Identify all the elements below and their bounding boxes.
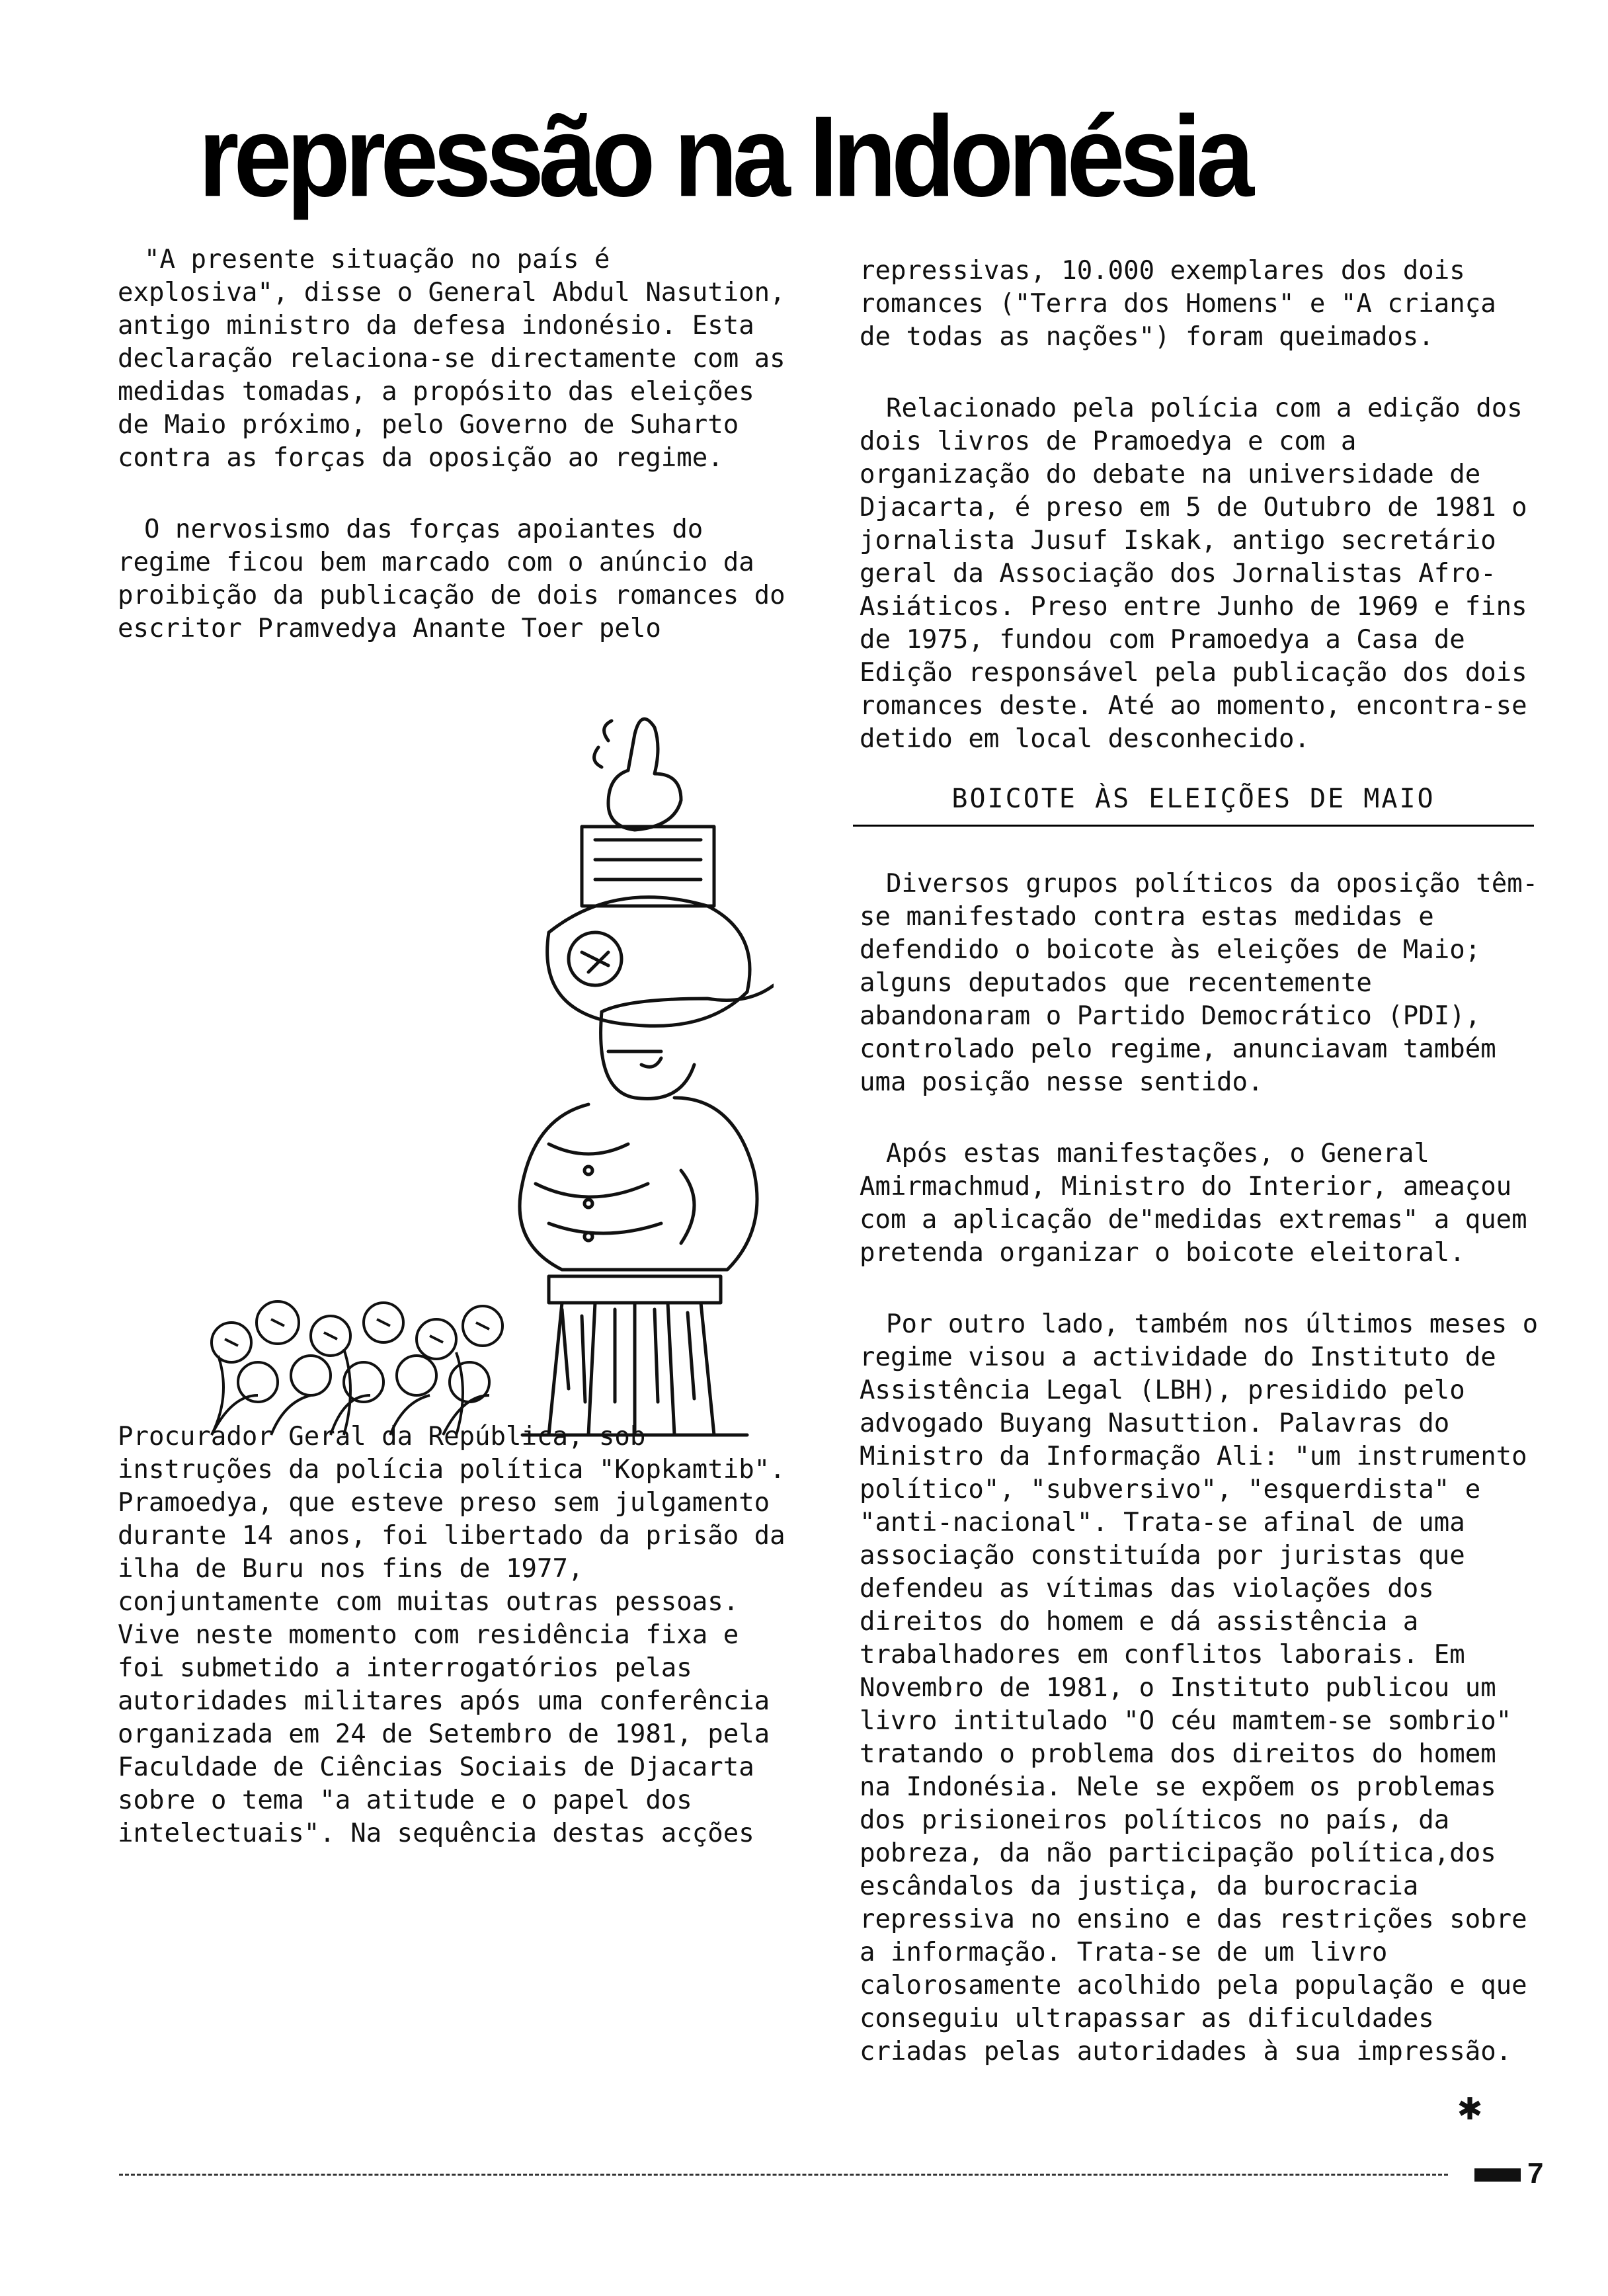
paragraph: Relacionado pela polícia com a edição dos dois livros de Pramoedya e com a organização do debate na universidade de Djacarta, é preso em 5 de Outubro de 1981 o jornalista Jusuf Iskak, antigo secretário geral da Associação dos Jornalistas Afro-Asiáticos. Preso entre Junho de 1969 e fins de 1975, fundou com Pramoedya a Casa de Edição responsável pela publicação dos dois romances deste. Até ao momento, encontra-se detido em local desconhecido. [860,393,1543,754]
paragraph: Diversos grupos políticos da oposição têm-se manifestado contra estas medidas e defendido o boicote às eleições de Maio; alguns deputados que recentemente abandonaram o Partido Democrático (PDI), controlado pelo regime, anunciavam também uma posição nesse sentido. [860,869,1539,1097]
section-heading: BOICOTE ÀS ELEIÇÕES DE MAIO [853,784,1534,827]
paragraph: Após estas manifestações, o General Amirmachmud, Ministro do Interior, ameaçou com a aplicação de"medidas extremas" a quem pretenda organizar o boicote eleitoral. [860,1139,1543,1268]
footer-rule [119,2174,1448,2176]
column-left-bottom [118,1420,801,1889]
paragraph: repressivas, 10.000 exemplares dos dois romances ("Terra dos Homens" e "A criança de todas as nações") foram queimados. [860,256,1512,352]
page-number-value: 7 [1527,2157,1544,2190]
end-mark-icon: ✱ [1458,2083,1482,2129]
column-right-top [860,255,1541,794]
paragraph: Por outro lado, também nos últimos meses o regime visou a actividade do Instituto de Assistência Legal (LBH), presidido pelo advogado Buyang Nasuttion. Palavras do Ministro da Informação Ali: "um instrumento político", "subversivo", "esquerdista" e "anti-nacional". Trata-se afinal de uma associação constituída por juristas que defendeu as vítimas das violações dos direitos do homem e dá assistência a trabalhadores em conflitos laborais. Em Novembro de 1981, o Instituto publicou um livro intitulado "O céu mamtem-se sombrio" tratando o problema dos direitos do homem na Indonésia. Nele se expõem os problemas dos prisioneiros políticos no país, da pobreza, da não participação política,dos escândalos da justiça, da burocracia repressiva no ensino e das restrições sobre a informação. Trata-se de um livro calorosamente acolhido pela população e que conseguiu ultrapassar as dificuldades criadas pelas autoridades à sua impressão. [860,1309,1554,2067]
publication-mark-icon [1474,2168,1521,2182]
paragraph: Procurador Geral da República, sob instruções da polícia política "Kopkamtib". Pramoedya, que esteve preso sem julgamento durante 14 anos, foi libertado da prisão da ilha de Buru nos fins de 1977, conjuntamente com muitas outras pessoas. Vive neste momento com residência fixa e foi submetido a interrogatórios pelas autoridades militares após uma conferência organizada em 24 de Setembro de 1981, pela Faculdade de Ciências Sociais de Djacarta sobre o tema "a atitude e o papel dos intelectuais". Na sequência destas acções [118,1422,801,1848]
paragraph: "A presente situação no país é explosiva", disse o General Abdul Nasution, antigo ministro da defesa indonésio. Esta declaração relaciona-se directamente com as medidas tomadas, a propósito das eleições de Maio próximo, pelo Governo de Suharto contra as forças da oposição ao regime. [118,245,801,473]
cartoon-illustration [179,694,774,1442]
column-right-bottom [860,868,1554,2107]
page-number [1474,2157,1543,2190]
headline: repressão na Indonésia [198,93,1250,221]
paragraph: O nervosismo das forças apoiantes do regime ficou bem marcado com o anúncio da proibição da publicação de dois romances do escritor Pramvedya Anante Toer pelo [118,514,801,643]
column-left-top [118,243,801,684]
